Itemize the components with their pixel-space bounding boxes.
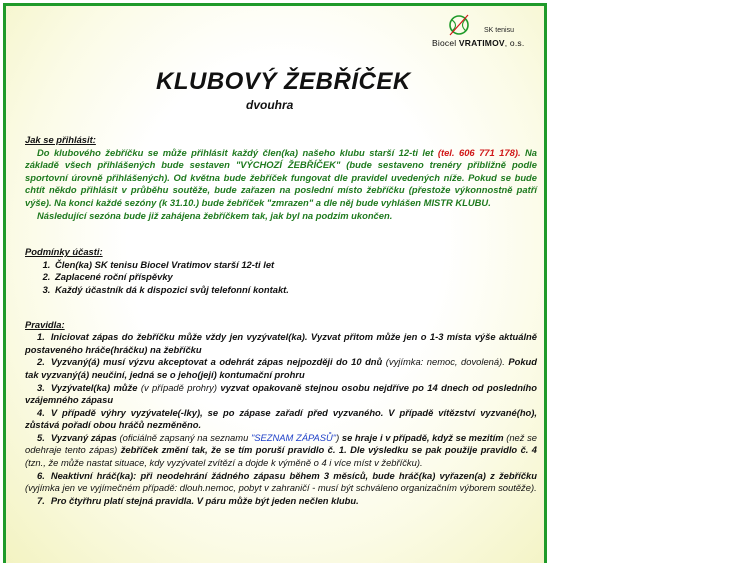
section-heading-conditions: Podmínky účasti: <box>25 246 103 258</box>
rule-item-1: 1. Iniciovat zápas do žebříčku může vždy jen vyzývatel(ka). Vyzvat přitom může jen o 1-3 místa výše aktuálně postaveného hráče(hráčku) na žebříčku <box>25 331 537 355</box>
rule-item-2: 2. Vyzvaný(á) musí výzvu akceptovat a odehrát zápas nejpozději do 10 dnů (vyjímka: nemoc, dovolená). Pokud tak vyzvaný(á) neučiní, jedná se o jeho(její) kontumační prohru <box>25 356 537 380</box>
join-paragraph-2: Následující sezóna bude již zahájena žebříčkem tak, jak byl na podzim ukončen. <box>37 209 393 221</box>
contact-phone: (tel. 606 771 178). <box>437 146 521 158</box>
document-frame <box>3 3 547 563</box>
club-logo <box>414 11 544 57</box>
rule-item-5: 5. Vyzvaný zápas (oficiálně zapsaný na seznamu "SEZNAM ZÁPASŮ") se hraje i v případě, když se mezitím (než se odehraje tento zápas) žebříček změní tak, že se tím poruší pravidlo č. 1. Dle výsledku se pak použije pravidlo č. 4 (tzn., že může nastat situace, kdy vyzývatel zvítězí a dojde k výměně o 4 i více míst v žebříčku). <box>25 431 537 469</box>
section-heading-join: Jak se přihlásit: <box>25 134 96 145</box>
rule-item-7: 7. Pro čtyřhru platí stejná pravidla. V páru může být jeden nečlen klubu. <box>37 494 359 506</box>
list-item: 1. Člen(ka) SK tenisu Biocel Vratimov starší 12-ti let <box>53 259 537 272</box>
logo-name-text: Biocel VRATIMOV, o.s. <box>432 38 525 48</box>
rule-item-3: 3. Vyzývatel(ka) může (v případě prohry) vyzvat opakovaně stejnou osobu nejdříve po 14 dnech od posledního vzájemného zápasu <box>25 381 537 406</box>
rule-item-6: 6. Neaktivní hráč(ka): při neodehrání žádného zápasu během 3 měsíců, bude hráč(ka) vyřazen(a) z žebříčku (vyjímka jen ve vyjímečném případě: dlouh.nemoc, pobyt v zahraničí - musí být schváleno organizačním výborem soutěže). <box>25 469 537 494</box>
logo-club-text: SK tenisu <box>484 27 514 34</box>
document-body <box>25 134 537 507</box>
list-item: 2. Zaplacené roční příspěvky <box>53 271 537 284</box>
page-subtitle: dvouhra <box>246 98 294 112</box>
join-paragraph: Do klubového žebříčku se může přihlásit každý člen(ka) našeho klubu starší 12-ti let (tel. 606 771 178). Na základě všech přihlášených bude sestaven "VÝCHOZÍ ŽEBŘÍČEK" (bude sestaveno trenéry přibližně podle sportovní úrovně přihlášených). Od května bude žebříček fungovat dle pravidel uvedených níže. Pokud se bude chtít někdo přihlásit v průběhu soutěže, bude zařazen na poslední místo žebříčku (přestože výkonnostně patří výše). Na konci každé sezóny (k 31.10.) bude žebříček "zmrazen" a dle něj bude vyhlášen MISTR KLUBU. <box>25 146 538 208</box>
page-title: KLUBOVÝ ŽEBŘÍČEK <box>156 68 411 95</box>
tennis-ball-icon <box>448 14 470 36</box>
section-heading-rules: Pravidla: <box>25 318 65 330</box>
list-item: 3. Každý účastník dá k dispozici svůj telefonní kontakt. <box>53 284 537 297</box>
rule-item-4: 4. V případě výhry vyzývatele(-lky), se po zápase zařadí před vyzvaného. V případě vítězství vyzvané(ho), zůstává pořadí obou hráčů nezměněno. <box>25 406 537 431</box>
match-list-link: "SEZNAM ZÁPASŮ" <box>250 431 337 443</box>
conditions-list <box>25 259 537 297</box>
